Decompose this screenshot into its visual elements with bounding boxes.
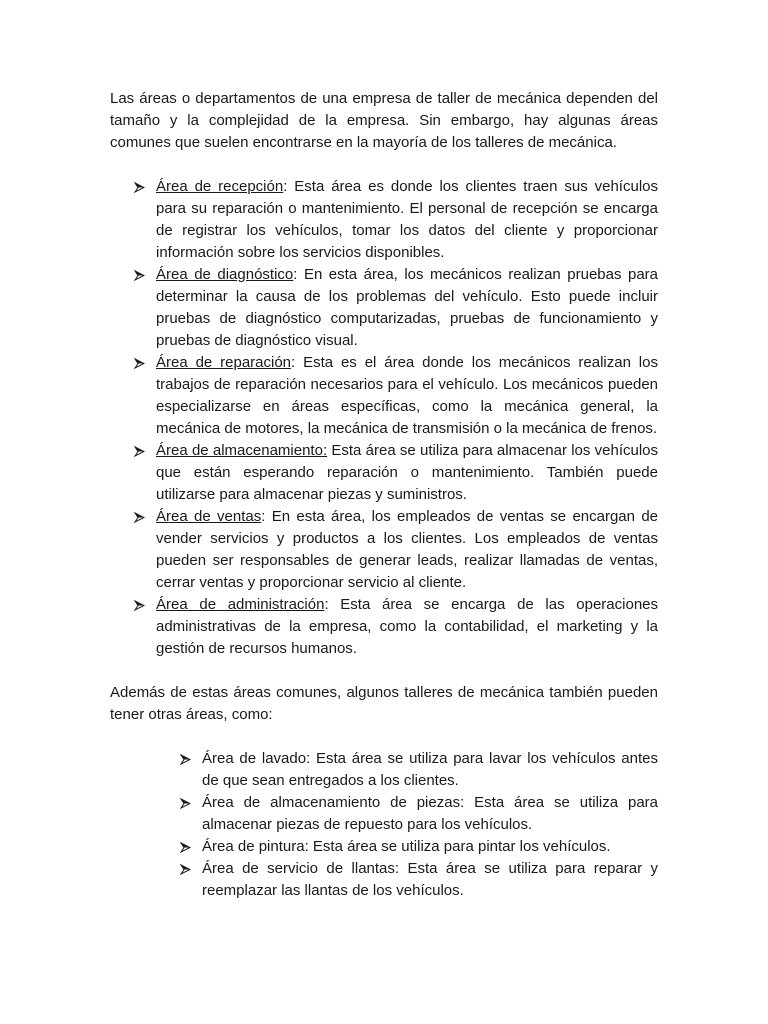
other-areas-list xyxy=(202,748,658,902)
list-item xyxy=(156,594,658,660)
area-description: Esta área es donde los clientes traen sus vehículos para su reparación o mantenimiento. El personal de recepción se encarga de registrar los vehículos, tomar los datos del cliente y proporcionar información sobre los servicios disponibles. xyxy=(156,178,658,261)
document-page xyxy=(110,88,658,902)
area-term: Área de administración xyxy=(156,596,325,613)
other-area-text: Área de lavado: Esta área se utiliza para lavar los vehículos antes de que sean entregados a los clientes. xyxy=(202,750,658,789)
area-description: En esta área, los mecánicos realizan pruebas para determinar la causa de los problemas del vehículo. Esto puede incluir pruebas de diagnóstico computarizadas, pruebas de funcionamiento y pruebas de diagnóstico visual. xyxy=(156,266,658,349)
arrow-bullet-icon xyxy=(134,594,148,616)
area-description: En esta área, los empleados de ventas se encargan de vender servicios y productos a los clientes. Los empleados de ventas pueden ser responsables de generar leads, realizar llamadas de ventas, cerrar ventas y proporcionar servicio al cliente. xyxy=(156,508,659,591)
area-term: Área de recepción xyxy=(156,178,284,195)
other-area-text: Área de almacenamiento de piezas: Esta área se utiliza para almacenar piezas de repuesto para los vehículos. xyxy=(202,794,658,833)
list-item xyxy=(156,440,658,506)
other-area-text: Área de pintura: Esta área se utiliza para pintar los vehículos. xyxy=(202,838,611,855)
list-item xyxy=(156,176,658,264)
additional-areas-paragraph: Además de estas áreas comunes, algunos talleres de mecánica también pueden tener otras áreas, como: xyxy=(110,684,658,723)
area-term: Área de reparación xyxy=(156,354,292,371)
arrow-bullet-icon xyxy=(134,352,148,374)
arrow-bullet-icon xyxy=(180,748,194,770)
area-description: Esta es el área donde los mecánicos realizan los trabajos de reparación necesarios para el vehículo. Los mecánicos pueden especializarse en áreas específicas, como la mecánica general, la mecánica de motores, la mecánica de transmisión o la mecánica de frenos. xyxy=(156,354,658,437)
list-item xyxy=(202,858,658,902)
arrow-bullet-icon xyxy=(180,836,194,858)
list-item xyxy=(156,506,658,594)
arrow-bullet-icon xyxy=(180,858,194,880)
list-item xyxy=(156,264,658,352)
other-area-text: Área de servicio de llantas: Esta área se utiliza para reparar y reemplazar las llantas de los vehículos. xyxy=(202,860,658,899)
list-item xyxy=(202,836,658,858)
area-separator: : xyxy=(324,596,329,613)
arrow-bullet-icon xyxy=(134,440,148,462)
arrow-bullet-icon xyxy=(180,792,194,814)
area-term: Área de ventas xyxy=(156,508,262,525)
arrow-bullet-icon xyxy=(134,506,148,528)
list-item xyxy=(202,748,658,792)
area-separator: : xyxy=(293,266,298,283)
common-areas-list xyxy=(156,176,658,660)
area-separator: : xyxy=(261,508,266,525)
area-description: Esta área se encarga de las operaciones administrativas de la empresa, como la contabilidad, el marketing y la gestión de recursos humanos. xyxy=(156,596,658,657)
arrow-bullet-icon xyxy=(134,176,148,198)
list-item xyxy=(156,352,658,440)
area-term: Área de almacenamiento: xyxy=(156,442,328,459)
arrow-bullet-icon xyxy=(134,264,148,286)
area-separator: : xyxy=(283,178,288,195)
area-description: Esta área se utiliza para almacenar los vehículos que están esperando reparación o mantenimiento. También puede utilizarse para almacenar piezas y suministros. xyxy=(156,442,659,503)
area-separator: : xyxy=(291,354,296,371)
area-term: Área de diagnóstico xyxy=(156,266,294,283)
intro-paragraph: Las áreas o departamentos de una empresa de taller de mecánica dependen del tamaño y la complejidad de la empresa. Sin embargo, hay algunas áreas comunes que suelen encontrarse en la mayoría de los talleres de mecánica. xyxy=(110,90,658,151)
list-item xyxy=(202,792,658,836)
